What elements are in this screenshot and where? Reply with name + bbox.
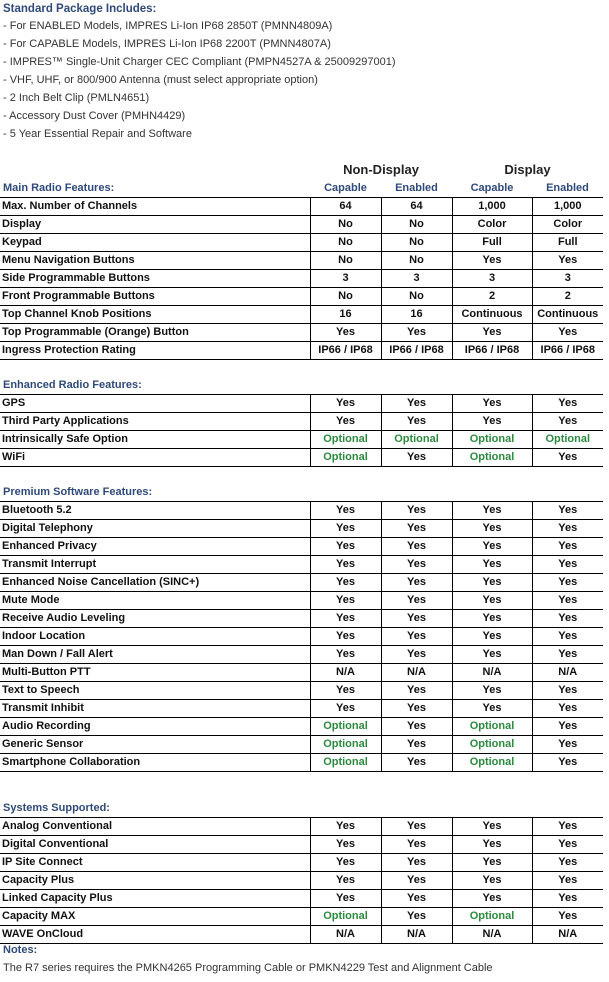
feature-value: Yes	[532, 449, 603, 467]
feature-value: Yes	[310, 818, 381, 836]
feature-value: Yes	[310, 502, 381, 520]
feature-value: Yes	[532, 610, 603, 628]
feature-value: Yes	[452, 556, 532, 574]
feature-value: No	[310, 252, 381, 270]
feature-value: Yes	[532, 538, 603, 556]
feature-value: 3	[310, 270, 381, 288]
feature-label: Man Down / Fall Alert	[0, 646, 310, 664]
feature-value: Yes	[452, 818, 532, 836]
feature-label: Bluetooth 5.2	[0, 502, 310, 520]
package-item: - For CAPABLE Models, IMPRES Li-Ion IP68 2200T (PMNN4807A)	[3, 38, 331, 50]
feature-label: Ingress Protection Rating	[0, 342, 310, 360]
table-row	[0, 216, 603, 234]
feature-value: Optional	[310, 718, 381, 736]
feature-value: Yes	[310, 592, 381, 610]
feature-value: Yes	[532, 520, 603, 538]
feature-value: Yes	[310, 628, 381, 646]
feature-value: Color	[452, 216, 532, 234]
feature-value: Yes	[381, 502, 452, 520]
feature-label: Max. Number of Channels	[0, 198, 310, 216]
feature-value: 16	[381, 306, 452, 324]
feature-value: Yes	[452, 520, 532, 538]
feature-value: Yes	[452, 574, 532, 592]
feature-value: Yes	[381, 449, 452, 467]
feature-value: No	[381, 216, 452, 234]
section-title-enhanced: Enhanced Radio Features:	[3, 379, 142, 391]
feature-value: Optional	[452, 718, 532, 736]
feature-label: Digital Telephony	[0, 520, 310, 538]
feature-value: Yes	[381, 700, 452, 718]
feature-value: Yes	[310, 574, 381, 592]
table-row	[0, 413, 603, 431]
feature-value: Yes	[310, 836, 381, 854]
notes-title: Notes:	[3, 944, 38, 956]
table-row	[0, 754, 603, 772]
table-row	[0, 556, 603, 574]
table-row	[0, 395, 603, 413]
feature-value: Yes	[310, 610, 381, 628]
premium-features-table	[0, 501, 603, 772]
package-title: Standard Package Includes:	[3, 3, 157, 15]
table-row	[0, 836, 603, 854]
feature-value: Optional	[310, 431, 381, 449]
feature-value: Yes	[532, 736, 603, 754]
non-display-enabled-header: Enabled	[395, 182, 438, 194]
feature-label: Capacity Plus	[0, 872, 310, 890]
feature-value: Yes	[532, 890, 603, 908]
feature-label: Side Programmable Buttons	[0, 270, 310, 288]
feature-value: Yes	[532, 574, 603, 592]
feature-label: Transmit Inhibit	[0, 700, 310, 718]
feature-value: Optional	[452, 431, 532, 449]
feature-value: Color	[532, 216, 603, 234]
feature-value: Yes	[452, 646, 532, 664]
table-row	[0, 431, 603, 449]
feature-value: Yes	[452, 252, 532, 270]
feature-value: IP66 / IP68	[381, 342, 452, 360]
feature-value: Yes	[452, 395, 532, 413]
table-row	[0, 682, 603, 700]
feature-label: Transmit Interrupt	[0, 556, 310, 574]
feature-value: 1,000	[452, 198, 532, 216]
feature-label: Linked Capacity Plus	[0, 890, 310, 908]
package-item: - 2 Inch Belt Clip (PMLN4651)	[3, 92, 150, 104]
feature-value: Continuous	[452, 306, 532, 324]
feature-value: Yes	[310, 395, 381, 413]
feature-label: Audio Recording	[0, 718, 310, 736]
feature-value: Yes	[452, 628, 532, 646]
feature-value: Yes	[310, 324, 381, 342]
feature-value: Optional	[452, 736, 532, 754]
feature-value: N/A	[381, 926, 452, 944]
feature-value: 3	[452, 270, 532, 288]
enhanced-features-table	[0, 394, 603, 467]
feature-value: 2	[452, 288, 532, 306]
feature-label: Receive Audio Leveling	[0, 610, 310, 628]
display-capable-header: Capable	[470, 182, 514, 194]
feature-value: Yes	[532, 556, 603, 574]
feature-value: Yes	[310, 646, 381, 664]
feature-label: GPS	[0, 395, 310, 413]
feature-value: Yes	[532, 682, 603, 700]
feature-label: Keypad	[0, 234, 310, 252]
table-row	[0, 854, 603, 872]
section-title-premium: Premium Software Features:	[3, 486, 153, 498]
feature-label: Mute Mode	[0, 592, 310, 610]
feature-value: Yes	[532, 718, 603, 736]
feature-value: N/A	[310, 926, 381, 944]
feature-value: Yes	[452, 538, 532, 556]
feature-value: Yes	[310, 872, 381, 890]
feature-value: Optional	[452, 449, 532, 467]
feature-value: Yes	[310, 413, 381, 431]
feature-value: Yes	[310, 890, 381, 908]
feature-value: Optional	[310, 736, 381, 754]
feature-value: N/A	[452, 926, 532, 944]
feature-value: 1,000	[532, 198, 603, 216]
feature-value: Yes	[381, 818, 452, 836]
table-row	[0, 890, 603, 908]
feature-value: Yes	[381, 395, 452, 413]
feature-value: Yes	[532, 854, 603, 872]
table-row	[0, 270, 603, 288]
feature-value: N/A	[452, 664, 532, 682]
feature-value: 2	[532, 288, 603, 306]
feature-value: Yes	[532, 754, 603, 772]
table-row	[0, 342, 603, 360]
feature-value: Optional	[532, 431, 603, 449]
feature-value: Yes	[381, 574, 452, 592]
feature-value: No	[310, 234, 381, 252]
feature-value: 16	[310, 306, 381, 324]
table-row	[0, 449, 603, 467]
feature-value: Yes	[310, 556, 381, 574]
feature-label: Multi-Button PTT	[0, 664, 310, 682]
feature-value: Yes	[310, 538, 381, 556]
table-row	[0, 306, 603, 324]
table-row	[0, 252, 603, 270]
feature-value: Yes	[452, 682, 532, 700]
feature-value: Optional	[310, 754, 381, 772]
feature-value: Continuous	[532, 306, 603, 324]
feature-value: No	[381, 252, 452, 270]
feature-label: Intrinsically Safe Option	[0, 431, 310, 449]
table-row	[0, 574, 603, 592]
feature-value: Yes	[310, 682, 381, 700]
feature-label: Display	[0, 216, 310, 234]
feature-label: Capacity MAX	[0, 908, 310, 926]
table-row	[0, 628, 603, 646]
feature-value: Yes	[381, 682, 452, 700]
feature-label: Third Party Applications	[0, 413, 310, 431]
feature-value: Yes	[381, 538, 452, 556]
feature-value: 3	[532, 270, 603, 288]
feature-value: N/A	[532, 926, 603, 944]
feature-value: No	[381, 288, 452, 306]
table-row	[0, 324, 603, 342]
feature-value: IP66 / IP68	[310, 342, 381, 360]
systems-supported-table	[0, 817, 603, 944]
feature-value: Yes	[381, 324, 452, 342]
feature-label: Analog Conventional	[0, 818, 310, 836]
feature-value: Yes	[532, 836, 603, 854]
feature-value: No	[310, 288, 381, 306]
feature-value: Yes	[532, 700, 603, 718]
feature-value: Yes	[532, 872, 603, 890]
table-row	[0, 592, 603, 610]
feature-value: Yes	[381, 718, 452, 736]
feature-value: 64	[310, 198, 381, 216]
feature-value: N/A	[310, 664, 381, 682]
feature-value: Optional	[381, 431, 452, 449]
feature-value: Yes	[381, 736, 452, 754]
feature-value: Yes	[532, 646, 603, 664]
feature-value: Yes	[532, 324, 603, 342]
table-row	[0, 664, 603, 682]
standard-package	[3, 0, 603, 143]
feature-value: IP66 / IP68	[532, 342, 603, 360]
feature-value: Optional	[310, 449, 381, 467]
main-features-table	[0, 197, 603, 360]
feature-value: Yes	[452, 700, 532, 718]
feature-label: Top Channel Knob Positions	[0, 306, 310, 324]
non-display-header: Non-Display	[343, 162, 419, 177]
feature-value: Yes	[452, 872, 532, 890]
package-item: - Accessory Dust Cover (PMHN4429)	[3, 110, 186, 122]
package-item: - IMPRES™ Single-Unit Charger CEC Compliant (PMPN4527A & 25009297001)	[3, 56, 396, 68]
feature-value: Yes	[381, 628, 452, 646]
feature-value: Yes	[532, 252, 603, 270]
feature-value: Yes	[452, 836, 532, 854]
feature-value: Yes	[310, 854, 381, 872]
feature-value: Yes	[381, 556, 452, 574]
feature-value: Full	[452, 234, 532, 252]
feature-value: Optional	[452, 754, 532, 772]
feature-value: Optional	[310, 908, 381, 926]
feature-label: Top Programmable (Orange) Button	[0, 324, 310, 342]
feature-label: Enhanced Noise Cancellation (SINC+)	[0, 574, 310, 592]
feature-label: Menu Navigation Buttons	[0, 252, 310, 270]
feature-value: N/A	[381, 664, 452, 682]
package-item: - VHF, UHF, or 800/900 Antenna (must select appropriate option)	[3, 74, 318, 86]
section-title-main: Main Radio Features:	[3, 182, 115, 194]
feature-value: Yes	[452, 610, 532, 628]
feature-value: Yes	[381, 872, 452, 890]
table-row	[0, 646, 603, 664]
feature-value: Yes	[381, 908, 452, 926]
table-row	[0, 610, 603, 628]
table-row	[0, 700, 603, 718]
feature-value: Yes	[452, 592, 532, 610]
feature-value: No	[381, 234, 452, 252]
feature-value: Yes	[452, 413, 532, 431]
table-row	[0, 502, 603, 520]
feature-value: Yes	[381, 854, 452, 872]
table-row	[0, 538, 603, 556]
table-row	[0, 520, 603, 538]
table-row	[0, 736, 603, 754]
feature-label: Smartphone Collaboration	[0, 754, 310, 772]
package-item: - 5 Year Essential Repair and Software	[3, 128, 192, 140]
feature-value: Yes	[452, 324, 532, 342]
feature-value: Yes	[532, 592, 603, 610]
feature-value: 3	[381, 270, 452, 288]
feature-value: Yes	[532, 908, 603, 926]
display-header: Display	[504, 162, 551, 177]
non-display-capable-header: Capable	[324, 182, 367, 194]
feature-value: Yes	[381, 836, 452, 854]
feature-value: Yes	[310, 700, 381, 718]
feature-label: Generic Sensor	[0, 736, 310, 754]
package-item: - For ENABLED Models, IMPRES Li-Ion IP68 2850T (PMNN4809A)	[3, 20, 333, 32]
feature-label: Text to Speech	[0, 682, 310, 700]
feature-label: Indoor Location	[0, 628, 310, 646]
feature-value: Yes	[381, 646, 452, 664]
feature-value: N/A	[532, 664, 603, 682]
feature-label: WAVE OnCloud	[0, 926, 310, 944]
feature-value: Yes	[381, 592, 452, 610]
feature-value: No	[310, 216, 381, 234]
feature-value: Yes	[381, 890, 452, 908]
feature-label: WiFi	[0, 449, 310, 467]
feature-value: Optional	[452, 908, 532, 926]
table-row	[0, 234, 603, 252]
table-row	[0, 818, 603, 836]
feature-value: Yes	[532, 628, 603, 646]
feature-label: IP Site Connect	[0, 854, 310, 872]
feature-value: Yes	[532, 395, 603, 413]
table-row	[0, 198, 603, 216]
feature-value: Yes	[452, 890, 532, 908]
feature-value: Yes	[381, 413, 452, 431]
feature-value: Yes	[452, 854, 532, 872]
feature-label: Front Programmable Buttons	[0, 288, 310, 306]
feature-value: Yes	[452, 502, 532, 520]
feature-value: Yes	[532, 502, 603, 520]
display-enabled-header: Enabled	[546, 182, 589, 194]
feature-label: Enhanced Privacy	[0, 538, 310, 556]
feature-value: Yes	[381, 520, 452, 538]
feature-value: Yes	[532, 818, 603, 836]
table-row	[0, 718, 603, 736]
feature-value: Yes	[381, 610, 452, 628]
feature-value: Yes	[532, 413, 603, 431]
feature-value: Yes	[310, 520, 381, 538]
feature-value: 64	[381, 198, 452, 216]
table-row	[0, 926, 603, 944]
feature-value: Full	[532, 234, 603, 252]
feature-label: Digital Conventional	[0, 836, 310, 854]
table-row	[0, 872, 603, 890]
table-row	[0, 288, 603, 306]
feature-value: Yes	[381, 754, 452, 772]
table-row	[0, 908, 603, 926]
notes-text: The R7 series requires the PMKN4265 Programming Cable or PMKN4229 Test and Alignment Cable	[3, 962, 493, 974]
feature-value: IP66 / IP68	[452, 342, 532, 360]
section-title-systems: Systems Supported:	[3, 802, 110, 814]
